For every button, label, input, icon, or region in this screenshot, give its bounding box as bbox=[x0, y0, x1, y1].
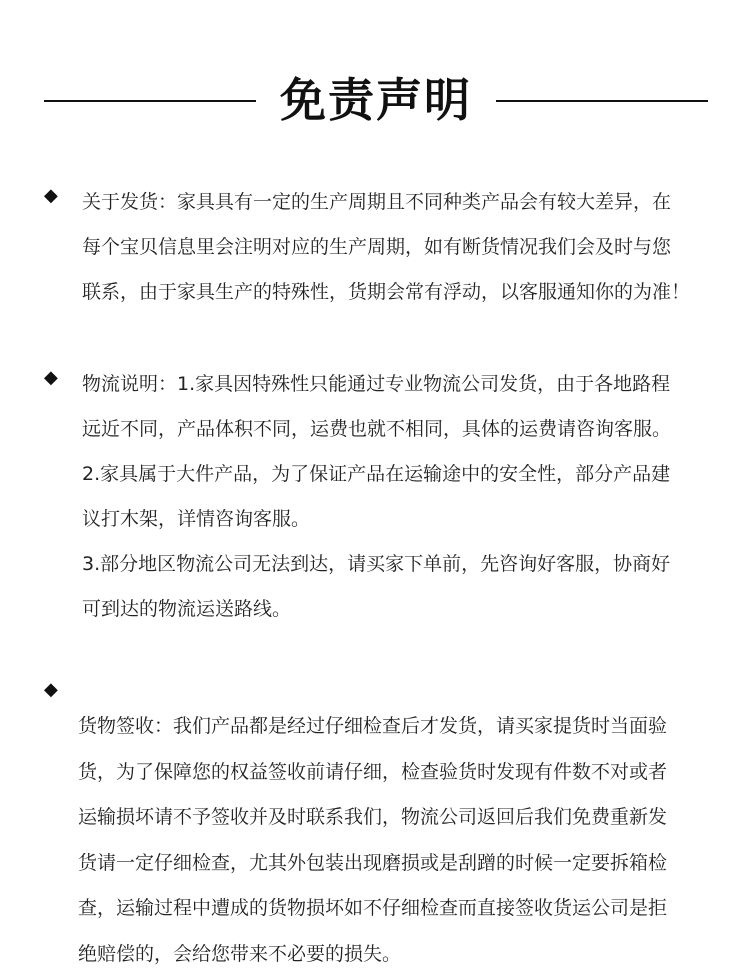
diamond-bullet-icon: ◆ bbox=[44, 185, 58, 206]
section-text: 关于发货：家具具有一定的生产周期且不同种类产品会有较大差异，在 每个宝贝信息里会注明对应的生产周期，如有断货情况我们会及时与您 联系，由于家具生产的特殊性，货期会常有浮动，以客服通知你的为准！ bbox=[82, 191, 691, 303]
page-title: 免责声明 bbox=[280, 73, 472, 127]
title-divider-left bbox=[44, 100, 256, 102]
diamond-bullet-icon: ◆ bbox=[44, 367, 58, 388]
section-text: 物流说明：1.家具因特殊性只能通过专业物流公司发货，由于各地路程 远近不同，产品体积不同，运费也就不相同，具体的运费请咨询客服。 2.家具属于大件产品，为了保证产品在运输途中的安全性，部分产品建 议打木架，详情咨询客服。 3.部分地区物流公司无法到达，请买家下单前，先咨询好客服，协商好 可到达的物流运送路线。 bbox=[82, 373, 672, 620]
section-text: 货物签收：我们产品都是经过仔细检查后才发货，请买家提货时当面验 货，为了保障您的权益签收前请仔细，检查验货时发现有件数不对或者 运输损坏请不予签收并及时联系我们，物流公司返回后我们免费重新发 货请一定仔细检查，尤其外包装出现磨损或是刮蹭的时候一定要拆箱检 查，运输过程中遭成的货物损坏如不仔细检查而直接签收货运公司是拒 绝赔偿的，会给您带来不必要的损失。 bbox=[78, 715, 668, 965]
title-divider-right bbox=[496, 100, 708, 102]
title-row bbox=[0, 60, 750, 140]
diamond-bullet-icon: ◆ bbox=[44, 679, 58, 700]
